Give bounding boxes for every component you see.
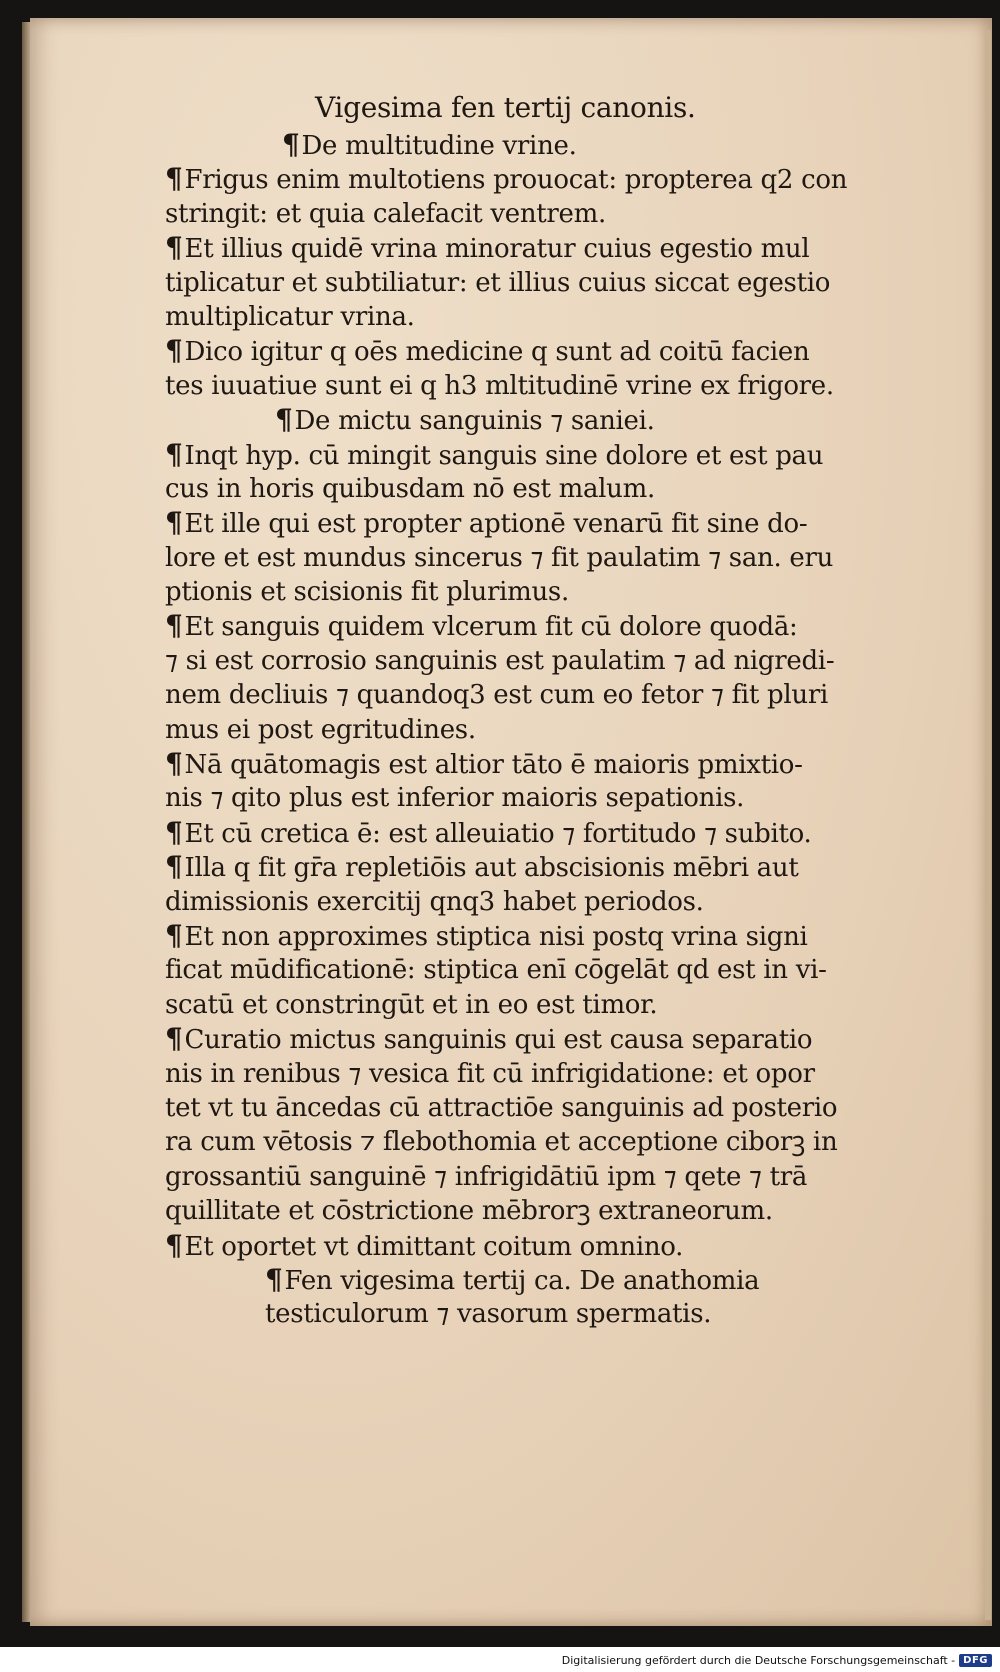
line-text: Et ille qui est propter aptionē venarū fit sine do- <box>184 509 808 540</box>
paragraph-mark: ¶ <box>165 850 183 884</box>
text-line <box>165 850 935 884</box>
page-right-edge <box>985 30 991 1620</box>
text-line <box>165 369 935 403</box>
text-line <box>165 575 935 609</box>
line-text: Et oportet vt dimittant coitum omnino. <box>184 1231 684 1262</box>
text-line <box>165 266 935 300</box>
line-text: Et sanguis quidem vlcerum fit cū dolore quodā: <box>184 612 798 643</box>
text-line <box>165 747 935 781</box>
text-line <box>165 1297 935 1331</box>
text-line <box>165 953 935 987</box>
line-text: tiplicatur et subtiliatur: et illius cuius siccat egestio <box>165 267 831 298</box>
paragraph-mark: ¶ <box>165 1022 183 1056</box>
line-text: nem decliuis ⁊ quandoq3 est cum eo fetor ⁊ fit pluri <box>165 680 828 711</box>
line-text: Nā quātomagis est altior tāto ē maioris pmixtio- <box>184 750 803 781</box>
line-text: nis ⁊ qito plus est inferior maioris sepationis. <box>165 783 745 814</box>
text-line <box>165 403 935 437</box>
line-text: multiplicatur vrina. <box>165 301 415 332</box>
line-text: ficat mūdificationē: stiptica enī cōgelāt qd est in vi- <box>165 955 827 986</box>
paragraph-mark: ¶ <box>165 506 183 540</box>
text-line <box>165 1091 935 1125</box>
line-text: Fen vigesima tertij ca. De anathomia <box>284 1265 760 1296</box>
line-text: Et illius quidē vrina minoratur cuius egestio mul <box>184 234 810 265</box>
paragraph-mark: ¶ <box>165 334 183 368</box>
running-title: Vigesima fen tertij canonis. <box>315 91 696 124</box>
line-text: Inqt hyp. cū mingit sanguis sine dolore et est pau <box>184 440 824 471</box>
line-text: Curatio mictus sanguinis qui est causa separatio <box>184 1025 813 1056</box>
paragraph-mark: ¶ <box>165 609 183 643</box>
text-line <box>165 1022 935 1056</box>
text-line <box>165 231 935 265</box>
text-line <box>165 1160 935 1194</box>
paragraph-mark: ¶ <box>265 1262 283 1296</box>
dfg-logo: DFG <box>959 1654 992 1667</box>
page-left-edge <box>22 22 30 1622</box>
line-text: nis in renibus ⁊ vesica fit cū infrigidatione: et opor <box>165 1058 815 1089</box>
text-line <box>165 713 935 747</box>
text-line <box>165 197 935 231</box>
line-text: ⁊ si est corrosio sanguinis est paulatim ⁊ ad nigredi- <box>165 645 835 676</box>
line-text: lore et est mundus sincerus ⁊ fit paulatim ⁊ san. eru <box>165 542 834 573</box>
text-line <box>165 885 935 919</box>
paragraph-mark: ¶ <box>165 437 183 471</box>
text-line <box>165 541 935 575</box>
paragraph-mark: ¶ <box>165 815 183 849</box>
line-text: ra cum vētosis ⁊ flebothomia et acceptione ciborꝫ in <box>165 1127 838 1158</box>
text-line <box>165 1057 935 1091</box>
text-line <box>165 1263 935 1297</box>
text-line <box>165 472 935 506</box>
paragraph-mark: ¶ <box>165 231 183 265</box>
line-text: stringit: et quia calefacit ventrem. <box>165 198 606 229</box>
line-text: Illa q fit gr̄a repletiōis aut abscisionis mēbri aut <box>184 853 799 884</box>
line-text: Dico igitur q oēs medicine q sunt ad coitū facien <box>184 337 810 368</box>
line-text: De multitudine vrine. <box>301 131 577 161</box>
line-text: tes iuuatiue sunt ei q h3 mltitudinē vrine ex frigore. <box>165 370 834 401</box>
line-text: De mictu sanguinis ⁊ saniei. <box>294 406 655 437</box>
text-line <box>165 609 935 643</box>
text-line <box>165 128 935 162</box>
paragraph-mark: ¶ <box>165 1228 183 1262</box>
line-text: ptionis et scisionis fit plurimus. <box>165 577 569 608</box>
line-text: Frigus enim multotiens prouocat: propterea q2 con <box>184 165 848 196</box>
line-text: scatū et constringūt et in eo est timor. <box>165 989 658 1020</box>
paragraph-mark: ¶ <box>165 918 183 952</box>
line-text: mus ei post egritudines. <box>165 714 476 745</box>
text-line <box>165 1125 935 1159</box>
line-text: Et cū cretica ē: est alleuiatio ⁊ fortitudo ⁊ subito. <box>184 818 812 849</box>
line-text: cus in horis quibusdam nō est malum. <box>165 473 655 504</box>
line-text: testiculorum ⁊ vasorum spermatis. <box>265 1299 712 1330</box>
line-text: dimissionis exercitij qnq3 habet periodos. <box>165 886 704 917</box>
footer <box>562 1651 992 1669</box>
text-lines <box>165 128 935 1332</box>
line-text: grossantiū sanguinē ⁊ infrigidātiū ipm ⁊ qete ⁊ trā <box>165 1161 808 1192</box>
paragraph-mark: ¶ <box>165 747 183 781</box>
paragraph-mark: ¶ <box>165 162 183 196</box>
paragraph-mark: ¶ <box>282 128 300 161</box>
text-line <box>165 988 935 1022</box>
text-line <box>165 162 935 196</box>
text-line <box>165 438 935 472</box>
line-text: tet vt tu āncedas cū attractiōe sanguinis ad posterio <box>165 1092 838 1123</box>
text-line <box>165 300 935 334</box>
text-line <box>165 919 935 953</box>
text-line <box>165 506 935 540</box>
text-line <box>165 644 935 678</box>
text-line <box>165 816 935 850</box>
text-line <box>165 334 935 368</box>
text-line <box>165 1194 935 1228</box>
text-line <box>165 781 935 815</box>
text-line <box>165 678 935 712</box>
line-text: Et non approximes stiptica nisi postq vrina signi <box>184 921 808 952</box>
page-text <box>165 88 935 1332</box>
line-text: quillitate et cōstrictione mēbrorꝫ extraneorum. <box>165 1196 773 1227</box>
footer-text: Digitalisierung gefördert durch die Deutsche Forschungsgemeinschaft - <box>561 1653 956 1667</box>
text-line <box>165 1229 935 1263</box>
paragraph-mark: ¶ <box>275 403 293 437</box>
